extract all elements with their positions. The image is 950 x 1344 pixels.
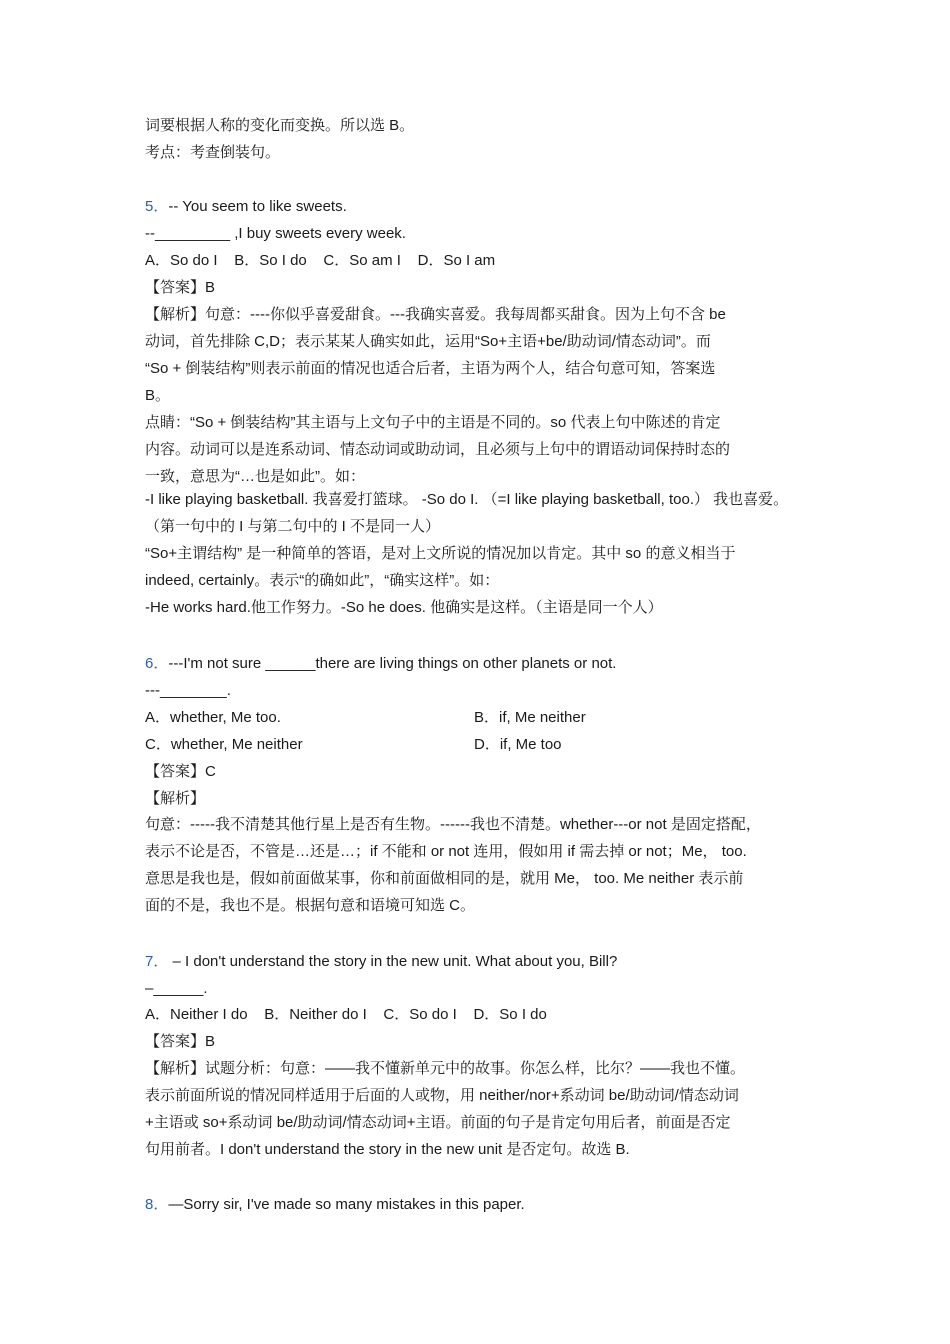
question-number: 7． — [145, 953, 169, 970]
question-6-stem2: ---________. — [145, 682, 231, 699]
question-6-answer: 【答案】C — [145, 763, 216, 780]
analysis-line: “So+主谓结构” 是一种简单的答语，是对上文所说的情况加以肯定。其中 so 的意义相当于 — [145, 545, 736, 562]
analysis-line: -I like playing basketball. 我喜爱打篮球。 -So do I. （=I like playing basketball, too.） 我也喜爱。 — [145, 491, 789, 508]
option-d: D．if, Me too — [474, 736, 562, 753]
option-c: C．whether, Me neither — [145, 736, 303, 753]
analysis-line: 面的不是，我也不是。根据句意和语境可知选 C。 — [145, 897, 476, 914]
analysis-line: 表示前面所说的情况同样适用于后面的人或物，用 neither/nor+系动词 be/助动词/情态动词 — [145, 1087, 739, 1104]
analysis-line: B。 — [145, 387, 171, 404]
analysis-line: 表示不论是否，不管是…还是…；if 不能和 or not 连用，假如用 if 需去掉 or not；Me， too. — [145, 843, 747, 860]
question-number: 5． — [145, 198, 169, 215]
analysis-line: 【解析】句意：----你似乎喜爱甜食。---我确实喜爱。我每周都买甜食。因为上句不含 be — [145, 306, 726, 323]
question-7-answer: 【答案】B — [145, 1033, 216, 1050]
question-number: 6． — [145, 655, 169, 672]
analysis-line: 点睛：“So + 倒装结构”其主语与上文句子中的主语是不同的。so 代表上句中陈述的肯定 — [145, 414, 721, 431]
text-line: 词要根据人称的变化而变换。所以选 B。 — [145, 117, 415, 134]
question-number: 8． — [145, 1196, 169, 1213]
question-8-stem: 8．—Sorry sir, I've made so many mistakes in this paper. — [145, 1196, 525, 1213]
analysis-line: 一致，意思为“…也是如此”。如： — [145, 468, 365, 485]
analysis-line: 意思是我也是，假如前面做某事，你和前面做相同的是，就用 Me， too. Me neither 表示前 — [145, 870, 744, 887]
text-line: 考点：考查倒装句。 — [145, 144, 281, 161]
question-7-stem: 7． – I don't understand the story in the new unit. What about you, Bill? — [145, 953, 618, 970]
analysis-line: 【解析】试题分析：句意：——我不懂新单元中的故事。你怎么样，比尔？——我也不懂。 — [145, 1060, 746, 1077]
question-5-answer: 【答案】B — [145, 279, 216, 296]
question-7-stem2: –______. — [145, 980, 208, 997]
option-a: A．whether, Me too. — [145, 709, 281, 726]
question-5-stem: 5．-- You seem to like sweets. — [145, 198, 347, 215]
analysis-line: +主语或 so+系动词 be/助动词/情态动词+主语。前面的句子是肯定句用后者，前面是否定 — [145, 1114, 731, 1131]
analysis-line: 【解析】 — [145, 790, 206, 807]
analysis-line: 句意：-----我不清楚其他行星上是否有生物。------我也不清楚。whether---or not 是固定搭配， — [145, 816, 761, 833]
analysis-line: 句用前者。I don't understand the story in the new unit 是否定句。故选 B. — [145, 1141, 630, 1158]
question-6-stem: 6．---I'm not sure ______there are living things on other planets or not. — [145, 655, 617, 672]
analysis-line: “So + 倒装结构”则表示前面的情况也适合后者，主语为两个人，结合句意可知，答案选 — [145, 360, 716, 377]
question-5-options: A．So do I B．So I do C．So am I D．So I am — [145, 252, 496, 269]
question-7-options: A．Neither I do B．Neither do I C．So do I D．So I do — [145, 1006, 547, 1023]
analysis-line: -He works hard.他工作努力。-So he does. 他确实是这样。（主语是同一个人） — [145, 599, 663, 616]
option-b: B．if, Me neither — [474, 709, 586, 726]
analysis-line: （第一句中的 I 与第二句中的 I 不是同一人） — [145, 518, 441, 535]
question-5-stem2: --_________ ,I buy sweets every week. — [145, 225, 406, 242]
analysis-line: 动词，首先排除 C,D；表示某某人确实如此，运用“So+主语+be/助动词/情态动词”。而 — [145, 333, 711, 350]
analysis-line: 内容。动词可以是连系动词、情态动词或助动词，且必须与上句中的谓语动词保持时态的 — [145, 441, 731, 458]
analysis-line: indeed, certainly。表示“的确如此”，“确实这样”。如： — [145, 572, 500, 589]
